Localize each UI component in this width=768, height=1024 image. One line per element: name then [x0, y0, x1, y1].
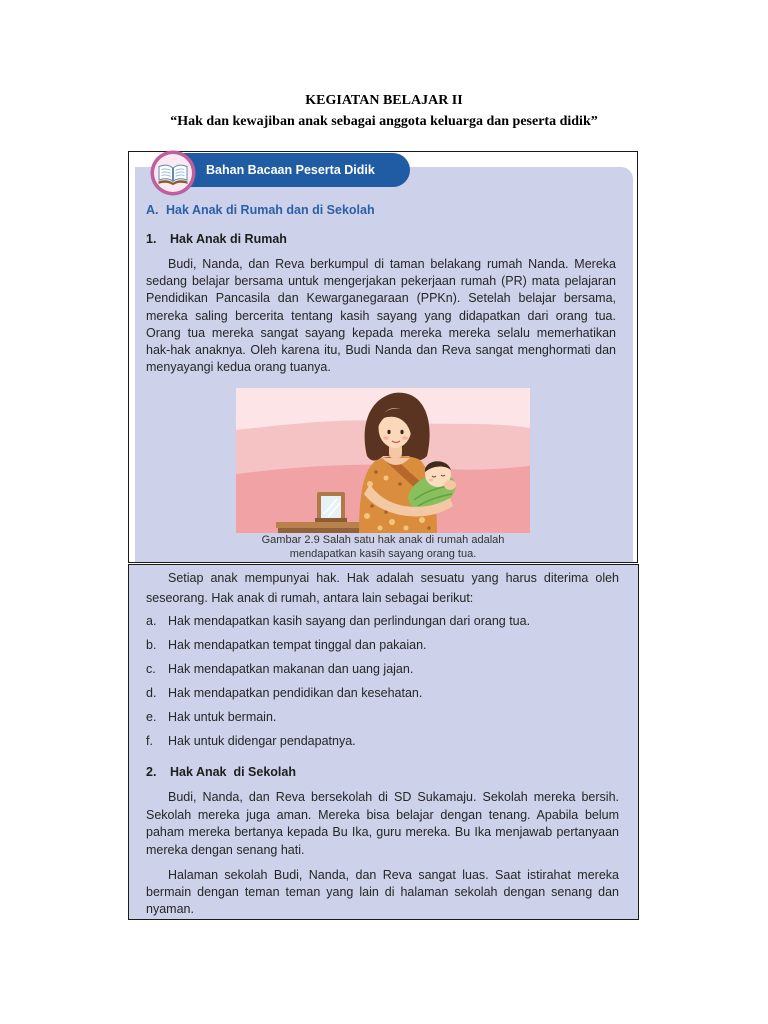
subheading-hak-anak-di-sekolah	[146, 763, 296, 781]
mother-holding-baby-illustration	[236, 388, 530, 533]
list-text: Hak untuk didengar pendapatnya.	[168, 734, 356, 748]
paragraph-line: Sekolah mereka juga aman. Mereka bisa belajar dengan tenang. Apabila belum	[146, 807, 619, 822]
paragraph-line: sedang belajar bersama untuk mengerjakan pekerjaan rumah (PR) mata pelajaran	[146, 274, 616, 289]
paragraph-line: seseorang. Hak anak di rumah, antara lain sebagai berikut:	[146, 591, 474, 605]
list-letter: d.	[146, 686, 157, 700]
mirror	[315, 492, 347, 522]
reading-box	[128, 151, 638, 563]
paragraph-line: Pendidikan Pancasila dan Kewarganegaraan (PPKn). Setelah belajar bersama,	[146, 291, 616, 306]
list-item	[146, 684, 619, 708]
paragraph-line: mereka dengan senang hati.	[146, 842, 305, 857]
list-text: Hak mendapatkan makanan dan uang jajan.	[168, 662, 414, 676]
book-icon	[150, 150, 196, 196]
paragraph-line: mereka saling bercerita tentang kasih sayang yang didapatkan dari orang tua.	[146, 308, 616, 323]
page-title: KEGIATAN BELAJAR II	[305, 93, 463, 108]
subheading-number: 2.	[146, 765, 157, 779]
paragraph-line: paham mereka bertanya kepada Bu Ika, guru mereka. Bu Ika menjawab pertanyaan	[146, 825, 619, 840]
paragraph-intro-hak	[146, 569, 619, 609]
subheading-hak-anak-di-rumah	[146, 230, 287, 248]
section-title: Hak Anak di Rumah dan di Sekolah	[166, 203, 375, 217]
list-letter: f.	[146, 734, 153, 748]
banner-label: Bahan Bacaan Peserta Didik	[206, 163, 375, 177]
subheading-title: Hak Anak di Rumah	[170, 232, 287, 246]
list-item	[146, 660, 619, 684]
continuation-box	[128, 564, 639, 920]
section-heading-a	[146, 201, 375, 219]
list-text: Hak untuk bermain.	[168, 710, 277, 724]
list-letter: c.	[146, 662, 156, 676]
table	[276, 522, 362, 533]
list-text: Hak mendapatkan tempat tinggal dan pakaian.	[168, 638, 427, 652]
list-item	[146, 708, 619, 732]
list-letter: a.	[146, 614, 157, 628]
section-banner	[168, 153, 410, 187]
caption-line: mendapatkan kasih sayang orang tua.	[289, 547, 477, 560]
paragraph-line: Halaman sekolah Budi, Nanda, dan Reva sangat luas. Saat istirahat mereka	[168, 868, 619, 882]
paragraph-line: menyayangi kedua orang tuanya.	[146, 360, 331, 375]
subheading-number: 1.	[146, 232, 157, 246]
paragraph-line: Budi, Nanda, dan Reva berkumpul di taman belakang rumah Nanda. Mereka	[168, 257, 616, 271]
list-letter: e.	[146, 710, 157, 724]
paragraph-line: Orang tua mereka sangat sayang kepada mereka mereka selalu memerhatikan	[146, 325, 616, 340]
list-letter: b.	[146, 638, 157, 652]
paragraph-line: nyaman.	[146, 902, 194, 917]
list-item	[146, 612, 619, 636]
section-number: A.	[146, 203, 159, 217]
paragraph-line: Budi, Nanda, dan Reva bersekolah di SD Sukamaju. Sekolah mereka bersih.	[168, 790, 619, 804]
list-text: Hak mendapatkan pendidikan dan kesehatan.	[168, 686, 423, 700]
list-item	[146, 732, 619, 756]
paragraph-sekolah	[146, 789, 619, 859]
page-subtitle: “Hak dan kewajiban anak sebagai anggota keluarga dan peserta didik”	[170, 114, 598, 129]
list-text: Hak mendapatkan kasih sayang dan perlindungan dari orang tua.	[168, 614, 531, 628]
caption-line: Gambar 2.9 Salah satu hak anak di rumah adalah	[261, 534, 505, 546]
list-item	[146, 636, 619, 660]
paragraph-hak-di-rumah	[146, 256, 616, 376]
paragraph-halaman-sekolah	[146, 867, 619, 919]
subheading-title: Hak Anak di Sekolah	[170, 765, 296, 779]
paragraph-line: bermain dengan teman teman yang lain di halaman sekolah dengan senang dan	[146, 885, 619, 900]
rights-list	[146, 612, 619, 756]
paragraph-line: hak-hak anaknya. Oleh karena itu, Budi Nanda dan Reva sangat menghormati dan	[146, 342, 616, 357]
figure-caption	[236, 534, 530, 561]
paragraph-line: Setiap anak mempunyai hak. Hak adalah sesuatu yang harus diterima oleh	[168, 571, 619, 585]
